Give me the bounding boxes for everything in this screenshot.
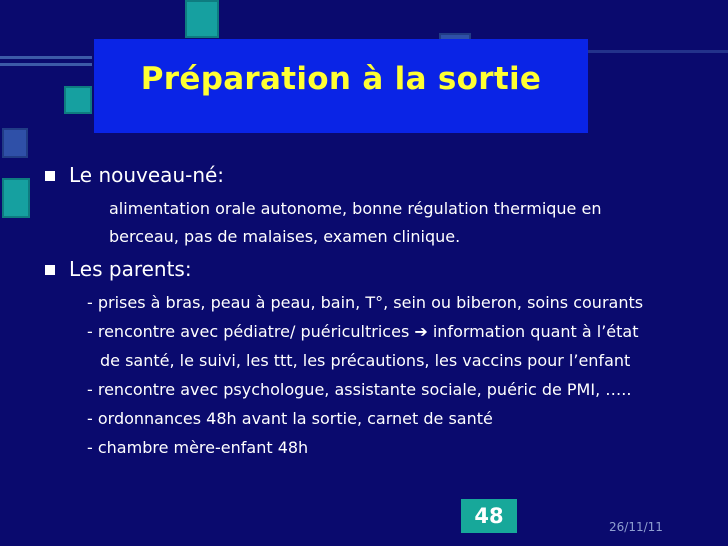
bullet-marker [45, 171, 55, 181]
slide-date: 26/11/11 [609, 520, 663, 534]
bullet-line: de santé, le suivi, les ttt, les précautions, les vaccins pour l’enfant [100, 351, 631, 370]
bullet-line: berceau, pas de malaises, examen clinique. [109, 227, 461, 246]
page-number: 48 [461, 499, 517, 533]
decor-line [588, 50, 728, 53]
slide-title: Préparation à la sortie [140, 61, 542, 97]
decor-square [2, 178, 30, 218]
bullet-label-parents: Les parents: [69, 257, 192, 281]
bullet-line: alimentation orale autonome, bonne régulation thermique en [109, 199, 602, 218]
decor-square [64, 86, 92, 114]
decor-square [185, 0, 219, 38]
bullet-line: - prises à bras, peau à peau, bain, T°, sein ou biberon, soins courants [87, 293, 644, 312]
bullet-line: - ordonnances 48h avant la sortie, carnet de santé [87, 409, 493, 428]
bullet-marker [45, 265, 55, 275]
bullet-label-newborn: Le nouveau-né: [69, 163, 225, 187]
bullet-line: - rencontre avec psychologue, assistante sociale, puéric de PMI, ….. [87, 380, 632, 399]
title-box [94, 39, 588, 133]
bullet-line: - rencontre avec pédiatre/ puéricultrices ➔ information quant à l’état [87, 322, 639, 341]
decor-line [0, 56, 92, 59]
bullet-line: - chambre mère-enfant 48h [87, 438, 309, 457]
decor-square [2, 128, 28, 158]
decor-line [0, 63, 92, 66]
